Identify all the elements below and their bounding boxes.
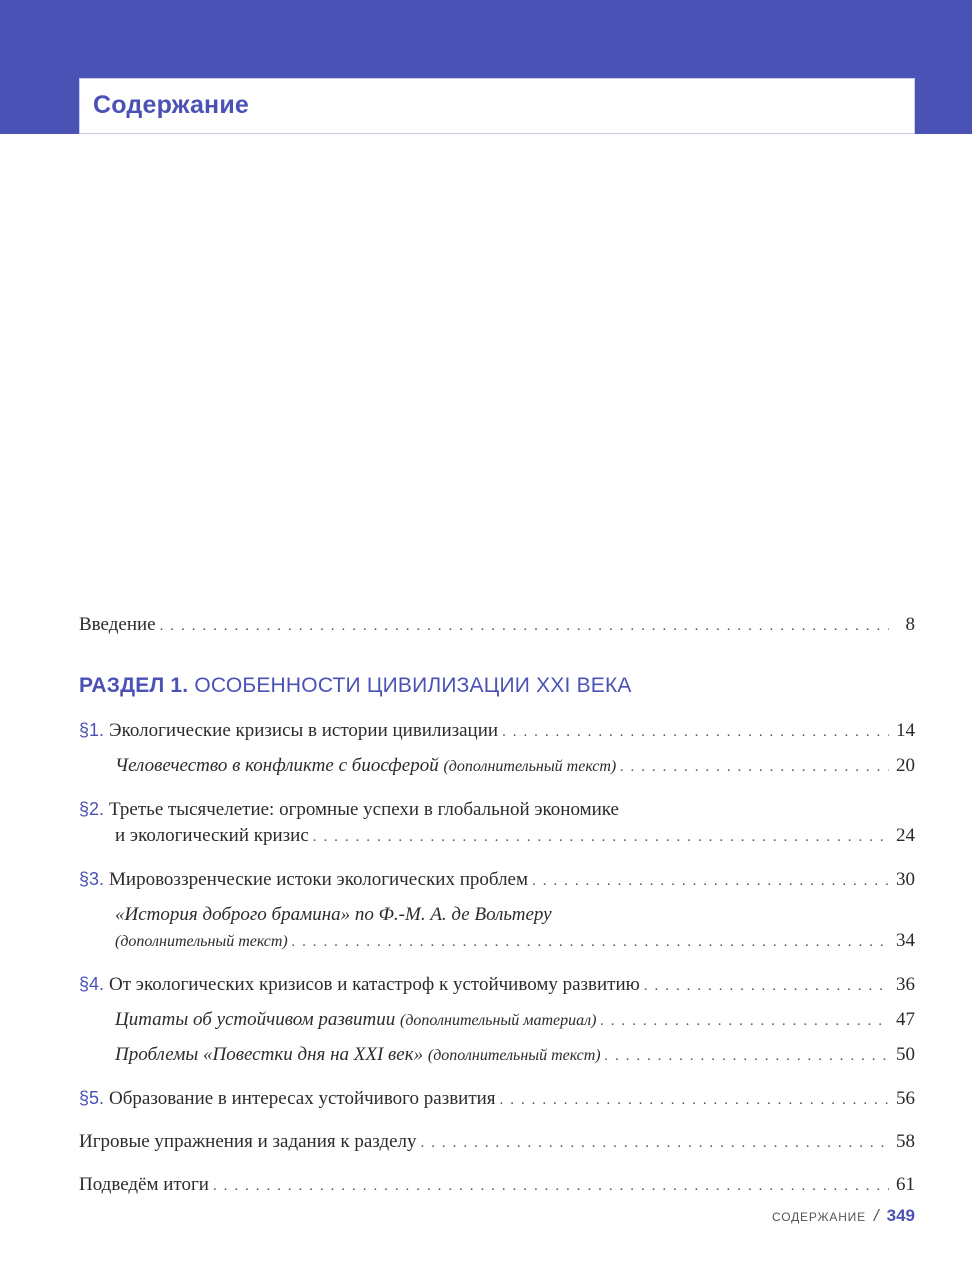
page-footer xyxy=(772,1206,915,1226)
toc-page: 20 xyxy=(896,755,915,776)
leader-dots xyxy=(292,929,889,955)
toc-label: и экологический кризис xyxy=(115,825,309,846)
toc-page: 36 xyxy=(896,974,915,995)
toc-entry-summary[interactable] xyxy=(79,1172,915,1199)
section-title: ОСОБЕННОСТИ ЦИВИЛИЗАЦИИ XXI ВЕКА xyxy=(194,674,632,697)
toc-subentry-p3-line1[interactable] xyxy=(79,902,915,928)
toc-label: «История доброго брамина» по Ф.-М. А. де Вольтеру xyxy=(115,904,552,925)
toc-subentry-p4-1[interactable] xyxy=(79,1007,915,1034)
toc-label: Подведём итоги xyxy=(79,1174,209,1195)
leader-dots xyxy=(421,1130,889,1156)
leader-dots xyxy=(500,1087,889,1113)
leader-dots xyxy=(605,1043,889,1069)
toc-page: 34 xyxy=(896,930,915,951)
section-prefix: РАЗДЕЛ 1. xyxy=(79,674,189,697)
paragraph-number: §5. xyxy=(79,1088,105,1108)
toc-page: 14 xyxy=(896,720,915,741)
toc-entry-p3[interactable] xyxy=(79,866,915,894)
toc-page: 47 xyxy=(896,1009,915,1030)
leader-dots xyxy=(160,613,889,639)
paragraph-number: §2. xyxy=(79,799,105,819)
toc-label: Человечество в конфликте с биосферой (дополнительный текст) xyxy=(115,755,617,776)
leader-dots xyxy=(600,1008,889,1034)
toc-note: (дополнительный материал) xyxy=(400,1012,597,1029)
toc-page: 24 xyxy=(896,825,915,846)
paragraph-number: §1. xyxy=(79,720,105,740)
toc-label: §4. От экологических кризисов и катастроф к устойчивому развитию xyxy=(79,974,640,995)
leader-dots xyxy=(620,754,889,780)
toc-label: Проблемы «Повестки дня на XXI век» (дополнительный текст) xyxy=(115,1044,601,1065)
toc-entry-p2-line2[interactable] xyxy=(79,823,915,850)
toc-label: Цитаты об устойчивом развитии (дополнительный материал) xyxy=(115,1009,597,1030)
page-number: 349 xyxy=(886,1206,915,1225)
toc-note: (дополнительный текст) xyxy=(427,1047,601,1064)
toc-page: 8 xyxy=(905,614,915,635)
footer-section-label: СОДЕРЖАНИЕ xyxy=(772,1210,866,1224)
toc-page: 56 xyxy=(896,1088,915,1109)
toc-entry-p2-line1[interactable] xyxy=(79,796,915,823)
toc-entry-intro[interactable] xyxy=(79,612,915,639)
toc-label: Игровые упражнения и задания к разделу xyxy=(79,1131,417,1152)
toc-label: §5. Образование в интересах устойчивого развития xyxy=(79,1088,496,1109)
table-of-contents xyxy=(79,612,915,1199)
footer-separator: / xyxy=(873,1206,879,1225)
toc-label: §1. Экологические кризисы в истории цивилизации xyxy=(79,720,499,741)
toc-note: (дополнительный текст) xyxy=(443,758,617,775)
leader-dots xyxy=(532,868,889,894)
section-heading xyxy=(79,673,915,699)
toc-page: 58 xyxy=(896,1131,915,1152)
toc-entry-games[interactable] xyxy=(79,1129,915,1156)
toc-entry-p1[interactable] xyxy=(79,717,915,745)
leader-dots xyxy=(502,719,889,745)
toc-page: 50 xyxy=(896,1044,915,1065)
toc-note: (дополнительный текст) xyxy=(115,933,288,950)
leader-dots xyxy=(644,973,889,999)
toc-page: 30 xyxy=(896,869,915,890)
toc-entry-p4[interactable] xyxy=(79,971,915,999)
paragraph-number: §3. xyxy=(79,869,105,889)
toc-label: Третье тысячелетие: огромные успехи в глобальной экономике xyxy=(109,799,619,820)
paragraph-number: §4. xyxy=(79,974,105,994)
toc-entry-p5[interactable] xyxy=(79,1085,915,1113)
page-title: Содержание xyxy=(93,91,250,119)
toc-label: Введение xyxy=(79,614,156,635)
toc-page: 61 xyxy=(896,1174,915,1195)
toc-label: §3. Мировоззренческие истоки экологических проблем xyxy=(79,869,529,890)
leader-dots xyxy=(313,824,889,850)
header-box xyxy=(79,78,915,134)
leader-dots xyxy=(213,1173,889,1199)
toc-subentry-p3-line2[interactable] xyxy=(79,928,915,955)
toc-subentry-p1[interactable] xyxy=(79,753,915,780)
toc-subentry-p4-2[interactable] xyxy=(79,1042,915,1069)
